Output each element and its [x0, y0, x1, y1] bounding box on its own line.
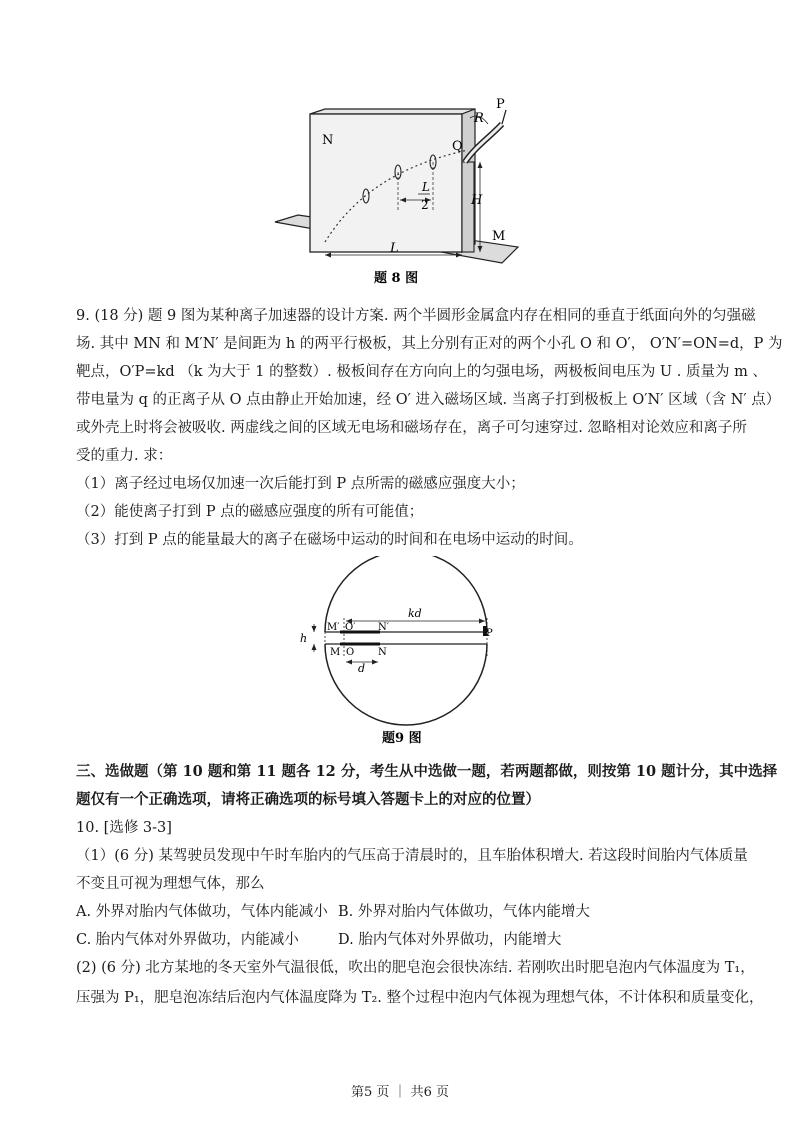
q10-part-1-line-1: （1）(6 分) 某驾驶员发现中午时车胎内的气压高于清晨时的，且车胎体积增大. 若这段时间胎内气体质量 — [76, 848, 748, 864]
fig8-label-L-half-den: 2 — [421, 198, 429, 212]
fig8-label-R: R — [474, 111, 484, 126]
q9-line-3: 靶点，O′P=kd （k 为大于 1 的整数）. 极板间存在方向向上的匀强电场，两极板间电压为 U . 质量为 m 、 — [76, 364, 767, 380]
fig9-label-kd: kd — [408, 607, 422, 620]
fig8-label-L-half-num: L — [422, 180, 430, 194]
fig9-label-M: M — [330, 647, 341, 658]
fig8-label-Q: Q — [452, 139, 463, 154]
fig9-label-d: d — [358, 662, 366, 675]
page-footer: 第5 页 ｜ 共6 页 — [350, 1085, 450, 1100]
q9-line-6: 受的重力. 求： — [76, 448, 173, 464]
q9-line-4: 带电量为 q 的正离子从 O 点由静止开始加速，经 O′ 进入磁场区域. 当离子打到极板上 O′N′ 区域（含 N′ 点） — [76, 392, 781, 408]
q10-part-2-line-1: (2) (6 分) 北方某地的冬天室外气温很低，吹出的肥皂泡会很快冻结. 若刚吹出时肥皂泡内气体温度为 T₁， — [76, 960, 755, 976]
q10-title: 10. [选修 3-3] — [76, 820, 172, 836]
q9-part-3: （3）打到 P 点的能量最大的离子在磁场中运动的时间和在电场中运动的时间。 — [76, 532, 583, 548]
fig8-label-L: L — [390, 241, 399, 256]
fig8-label-N: N — [322, 133, 334, 148]
figure-8 — [270, 92, 530, 288]
section-3-heading-line-1: 三、选做题（第 10 题和第 11 题各 12 分，考生从中选做一题，若两题都做，则按第 10 题计分，其中选择 — [76, 763, 778, 780]
figure-9 — [290, 556, 510, 748]
q9-line-5: 或外壳上时将会被吸收. 两虚线之间的区域无电场和磁场存在，离子可匀速穿过. 忽略相对论效应和离子所 — [76, 420, 747, 436]
fig8-label-P: P — [496, 97, 505, 112]
fig8-label-H: H — [471, 193, 483, 208]
q9-line-1: 9. (18 分) 题 9 图为某种离子加速器的设计方案. 两个半圆形金属盒内存在相同的垂直于纸面向外的匀强磁 — [76, 308, 756, 324]
fig9-label-O-prime: O′ — [345, 622, 356, 633]
section-3-heading-line-2: 题仅有一个正确选项，请将正确选项的标号填入答题卡上的对应的位置） — [76, 791, 540, 808]
q10-part-2-line-2: 压强为 P₁，肥皂泡冻结后泡内气体温度降为 T₂. 整个过程中泡内气体视为理想气体，不计体积和质量变化， — [76, 990, 764, 1006]
q9-part-2: （2）能使离子打到 P 点的磁感应强度的所有可能值； — [76, 504, 424, 520]
fig9-label-P: P — [486, 628, 493, 639]
fig8-label-M: M — [492, 229, 506, 244]
q10-option-A: A. 外界对胎内气体做功，气体内能减小 — [76, 904, 328, 920]
q10-option-D: D. 胎内气体对外界做功，内能增大 — [338, 932, 562, 948]
figure-9-diagram — [290, 556, 510, 748]
q9-line-2: 场. 其中 MN 和 M′N′ 是间距为 h 的两平行极板，其上分别有正对的两个小孔 O 和 O′， O′N′=ON=d，P 为 — [76, 336, 783, 352]
q9-part-1: （1）离子经过电场仅加速一次后能打到 P 点所需的磁感应强度大小； — [76, 476, 525, 492]
fig9-label-h: h — [300, 632, 308, 645]
fig9-caption: 题9 图 — [382, 731, 422, 746]
fig8-caption: 题 8 图 — [374, 271, 419, 286]
fig9-label-N-prime: N′ — [378, 622, 390, 633]
figure-8-diagram — [270, 92, 530, 288]
q10-part-1-line-2: 不变且可视为理想气体，那么 — [76, 876, 265, 892]
fig9-label-M-prime: M′ — [327, 622, 340, 633]
q10-option-C: C. 胎内气体对外界做功，内能减小 — [76, 932, 299, 948]
fig9-label-O: O — [346, 647, 355, 658]
fig9-label-N: N — [378, 647, 387, 658]
q10-option-B: B. 外界对胎内气体做功，气体内能增大 — [338, 904, 590, 920]
